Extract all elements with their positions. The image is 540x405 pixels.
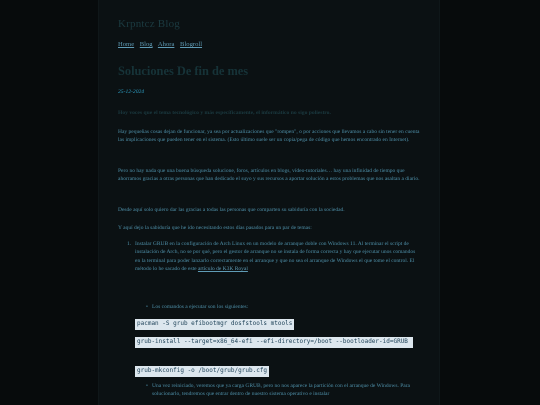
paragraph: Y aquí dejo la sabiduría que he ido necesitando estos días pasados para un par de temas: <box>118 225 312 231</box>
code-block[interactable]: grub-mkconfig -o /boot/grub/grub.cfg <box>135 366 269 377</box>
paragraph: Hay pequeñas cosas dejan de funcionar, ya sea por actualizaciones que "rompen", o por acciones que llevamos a cabo sin tener en cuenta las implicaciones que pueden tener en el sistema. (Esto último suele ser un copia/pega de código que hemos encontrado en Internet). <box>118 129 420 144</box>
bullet-text: Los comandos a ejecutar son los siguientes: <box>152 304 249 310</box>
bullet-text: Una vez reiniciado, veremos que ya carga GRUB, pero no nos aparece la partición con el arranque de Windows. Para solucionarlo, tendremos que entrar dentro de nuestro sistema operativo e instalar <box>152 383 410 398</box>
bullet-icon: • <box>146 304 148 310</box>
list-number: 1. <box>127 241 132 247</box>
site-title[interactable]: Krpntcz Blog <box>118 18 180 30</box>
post-title: Soluciones De fin de mes <box>118 64 249 78</box>
nav-blog[interactable]: Blog <box>139 41 153 48</box>
list-item <box>127 240 419 274</box>
list-item-text: Instalar GRUB en la configuración de Arch Linux en un modelo de arranque doble con Windows 11. Al terminar el script de instalación de Arch, no se por qué, pero el gestor de arranque no se instala de forma correcta y hay que ejecutar unos comandos en la terminal para poder lanzarlo correctamente en el arranque y que no sea el arranque de Windows el que tome el control. El método lo he sacado de este <box>135 241 416 273</box>
nav-home[interactable]: Home <box>118 41 135 48</box>
code-block[interactable]: grub-install --target=x86_64-efi --efi-directory=/boot --bootloader-id=GRUB <box>135 337 413 348</box>
bullet-icon: • <box>146 383 148 389</box>
post-subtitle: Hoy voces que el tema tecnológico y más específicamente, el informático no sigo poliestro. <box>118 110 331 116</box>
nav-blogroll[interactable]: Blogroll <box>180 41 203 48</box>
code-block[interactable]: pacman -S grub efibootmgr dosfstools mtools <box>135 319 294 330</box>
bullet-item <box>146 382 420 399</box>
nav-ahora[interactable]: Ahora <box>157 41 175 48</box>
post-date: 25-12-2024 <box>118 89 145 95</box>
paragraph: Desde aquí solo quiero dar las gracias a todas las personas que comparten su sabiduría con la sociedad. <box>118 207 345 213</box>
paragraph: Pero no hay nada que una buena búsqueda solucione, foros, artículos en blogs, vídeo-tutoriales… hay una infinidad de tiempo que ahorramos gracias a otras personas que han dedicado el suyo y sus recursos a aportar solución a estos problemas que nos asaltan a diario. <box>118 168 420 183</box>
bullet-item <box>146 303 420 311</box>
article-link[interactable]: artículo de K3K Royal <box>197 266 248 273</box>
main-nav <box>118 41 206 48</box>
